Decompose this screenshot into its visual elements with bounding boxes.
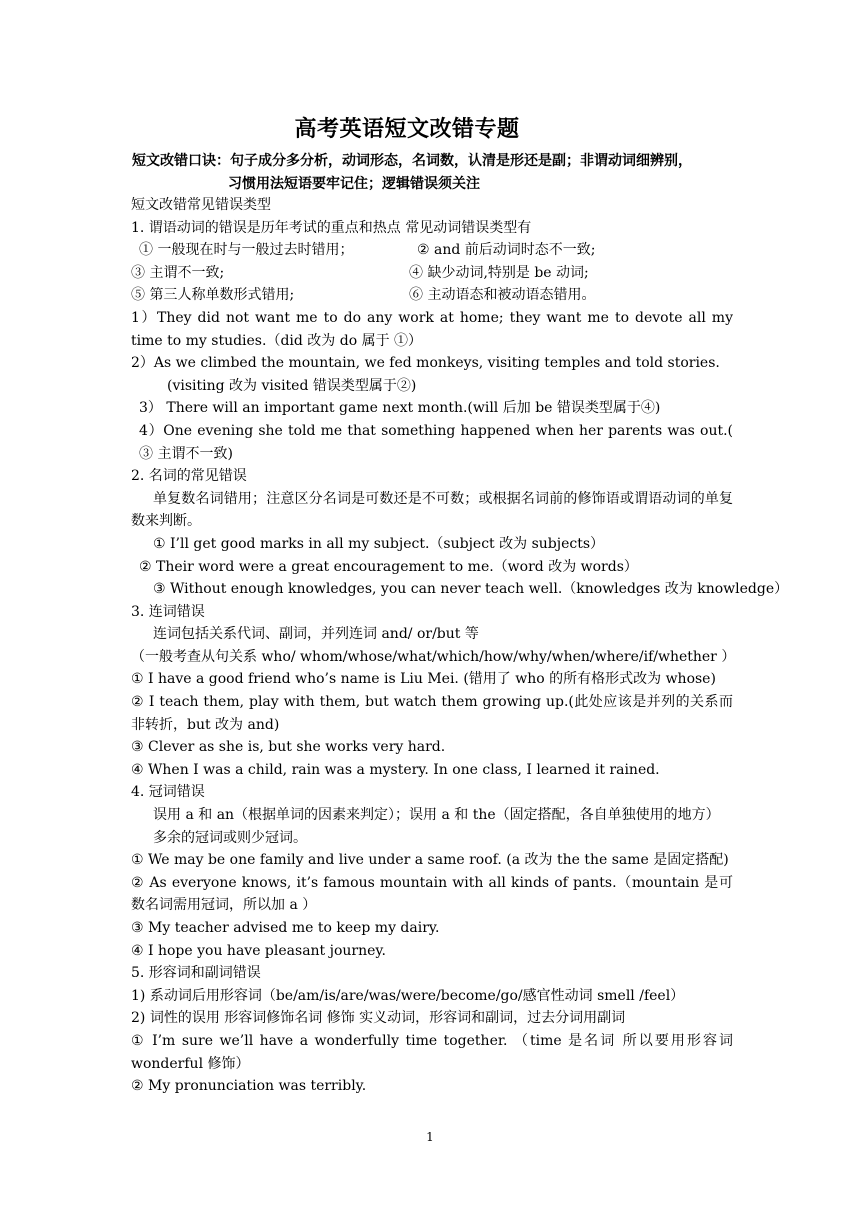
example-sentence: ③ Clever as she is, but she works very hard.: [131, 739, 446, 756]
example-sentence: 3） There will an important game next month.(will 后加 be 错误类型属于④): [139, 400, 661, 417]
document-body: [131, 194, 789, 1098]
section-description: （一般考查从句关系 who/ whom/whose/what/which/how/why/when/where/if/whether ）: [131, 648, 736, 665]
section-description: 单复数名词错用；注意区分名词是可数还是不可数；或根据名词前的修饰语或谓语动词的单复数来判断。: [131, 490, 733, 530]
type-item: ⑥ 主动语态和被动语态错用。: [409, 287, 596, 304]
example-sentence: ② I teach them, play with them, but watch them growing up.(此处应该是并列的关系而非转折，but 改为 and): [131, 694, 733, 733]
example-sentence: ③ Without enough knowledges, you can never teach well.（knowledges 改为 knowledge）: [153, 581, 789, 598]
example-sentence: ② My pronunciation was terribly.: [131, 1078, 367, 1095]
section-heading-2: 2. 名词的常见错误: [131, 468, 247, 485]
example-sentence: ④ I hope you have pleasant journey.: [131, 942, 386, 959]
example-sentence: ① I’m sure we’ll have a wonderfully time together. （time 是名词 所以要用形容词 wonderful 修饰）: [131, 1032, 733, 1072]
section-heading-4: 4. 冠词错误: [131, 784, 205, 801]
types-heading: 短文改错常见错误类型: [131, 197, 271, 213]
type-item: ③ 主谓不一致;: [131, 264, 225, 281]
section-heading-1: 1. 谓语动词的错误是历年考试的重点和热点 常见动词错误类型有: [131, 219, 532, 236]
type-item: ⑤ 第三人称单数形式错用;: [131, 287, 295, 304]
type-item: ② and 前后动词时态不一致;: [417, 242, 596, 259]
example-sentence: 1）They did not want me to do any work at home; they want me to devote all my time to my studies.（did 改为 do 属于 ①）: [131, 309, 733, 349]
example-sentence: ③ My teacher advised me to keep my dairy.: [131, 920, 440, 936]
example-sentence: ④ When I was a child, rain was a mystery. In one class, I learned it rained.: [131, 761, 660, 778]
type-item: ① 一般现在时与一般过去时错用；: [139, 242, 354, 259]
example-note: (visiting 改为 visited 错误类型属于②): [167, 377, 417, 394]
example-sentence: 4）One evening she told me that something happened when her parents was out.( ③ 主谓不一致): [139, 422, 733, 462]
page-title: 高考英语短文改错专题: [294, 116, 520, 142]
section-heading-5: 5. 形容词和副词错误: [131, 965, 261, 982]
page-number: 1: [426, 1130, 434, 1144]
example-sentence: ① I have a good friend who’s name is Liu Mei. (错用了 who 的所有格形式改为 whose): [131, 671, 716, 688]
intro-line-2: 习惯用法短语要牢记住；逻辑错误须关注: [228, 176, 480, 192]
section-description: 多余的冠词或则少冠词。: [153, 829, 307, 846]
type-item: ④ 缺少动词,特别是 be 动词;: [409, 264, 589, 281]
type-row-3: [131, 284, 733, 307]
intro-rhyme: [132, 150, 732, 196]
rule-item: 1) 系动词后用形容词（be/am/is/are/was/were/become/go/感官性动词 smell /feel）: [131, 987, 685, 1004]
example-sentence: ② Their word were a great encouragement to me.（word 改为 words）: [139, 558, 638, 575]
section-heading-3: 3. 连词错误: [131, 603, 205, 620]
rule-item: 2) 词性的误用 形容词修饰名词 修饰 实义动词，形容词和副词，过去分词用副词: [131, 1010, 626, 1027]
type-row-2: [131, 262, 733, 285]
example-sentence: ① I’ll get good marks in all my subject.（subject 改为 subjects）: [153, 535, 605, 552]
example-sentence: ① We may be one family and live under a same roof. (a 改为 the the same 是固定搭配): [131, 852, 729, 869]
intro-line-1: 短文改错口诀：句子成分多分析，动词形态，名词数，认清是形还是副；非谓动词细辨别，: [132, 153, 692, 169]
example-sentence: 2）As we climbed the mountain, we fed monkeys, visiting temples and told stories.: [131, 355, 720, 372]
section-description: 连词包括关系代词、副词，并列连词 and/ or/but 等: [153, 626, 479, 643]
section-description: 误用 a 和 an（根据单词的因素来判定）；误用 a 和 the（固定搭配，各自单独使用的地方）: [153, 807, 720, 824]
example-sentence: ② As everyone knows, it’s famous mountain with all kinds of pants.（mountain 是可数名词需用冠词，所以加 a ）: [131, 874, 733, 914]
type-row-1: [131, 239, 733, 262]
